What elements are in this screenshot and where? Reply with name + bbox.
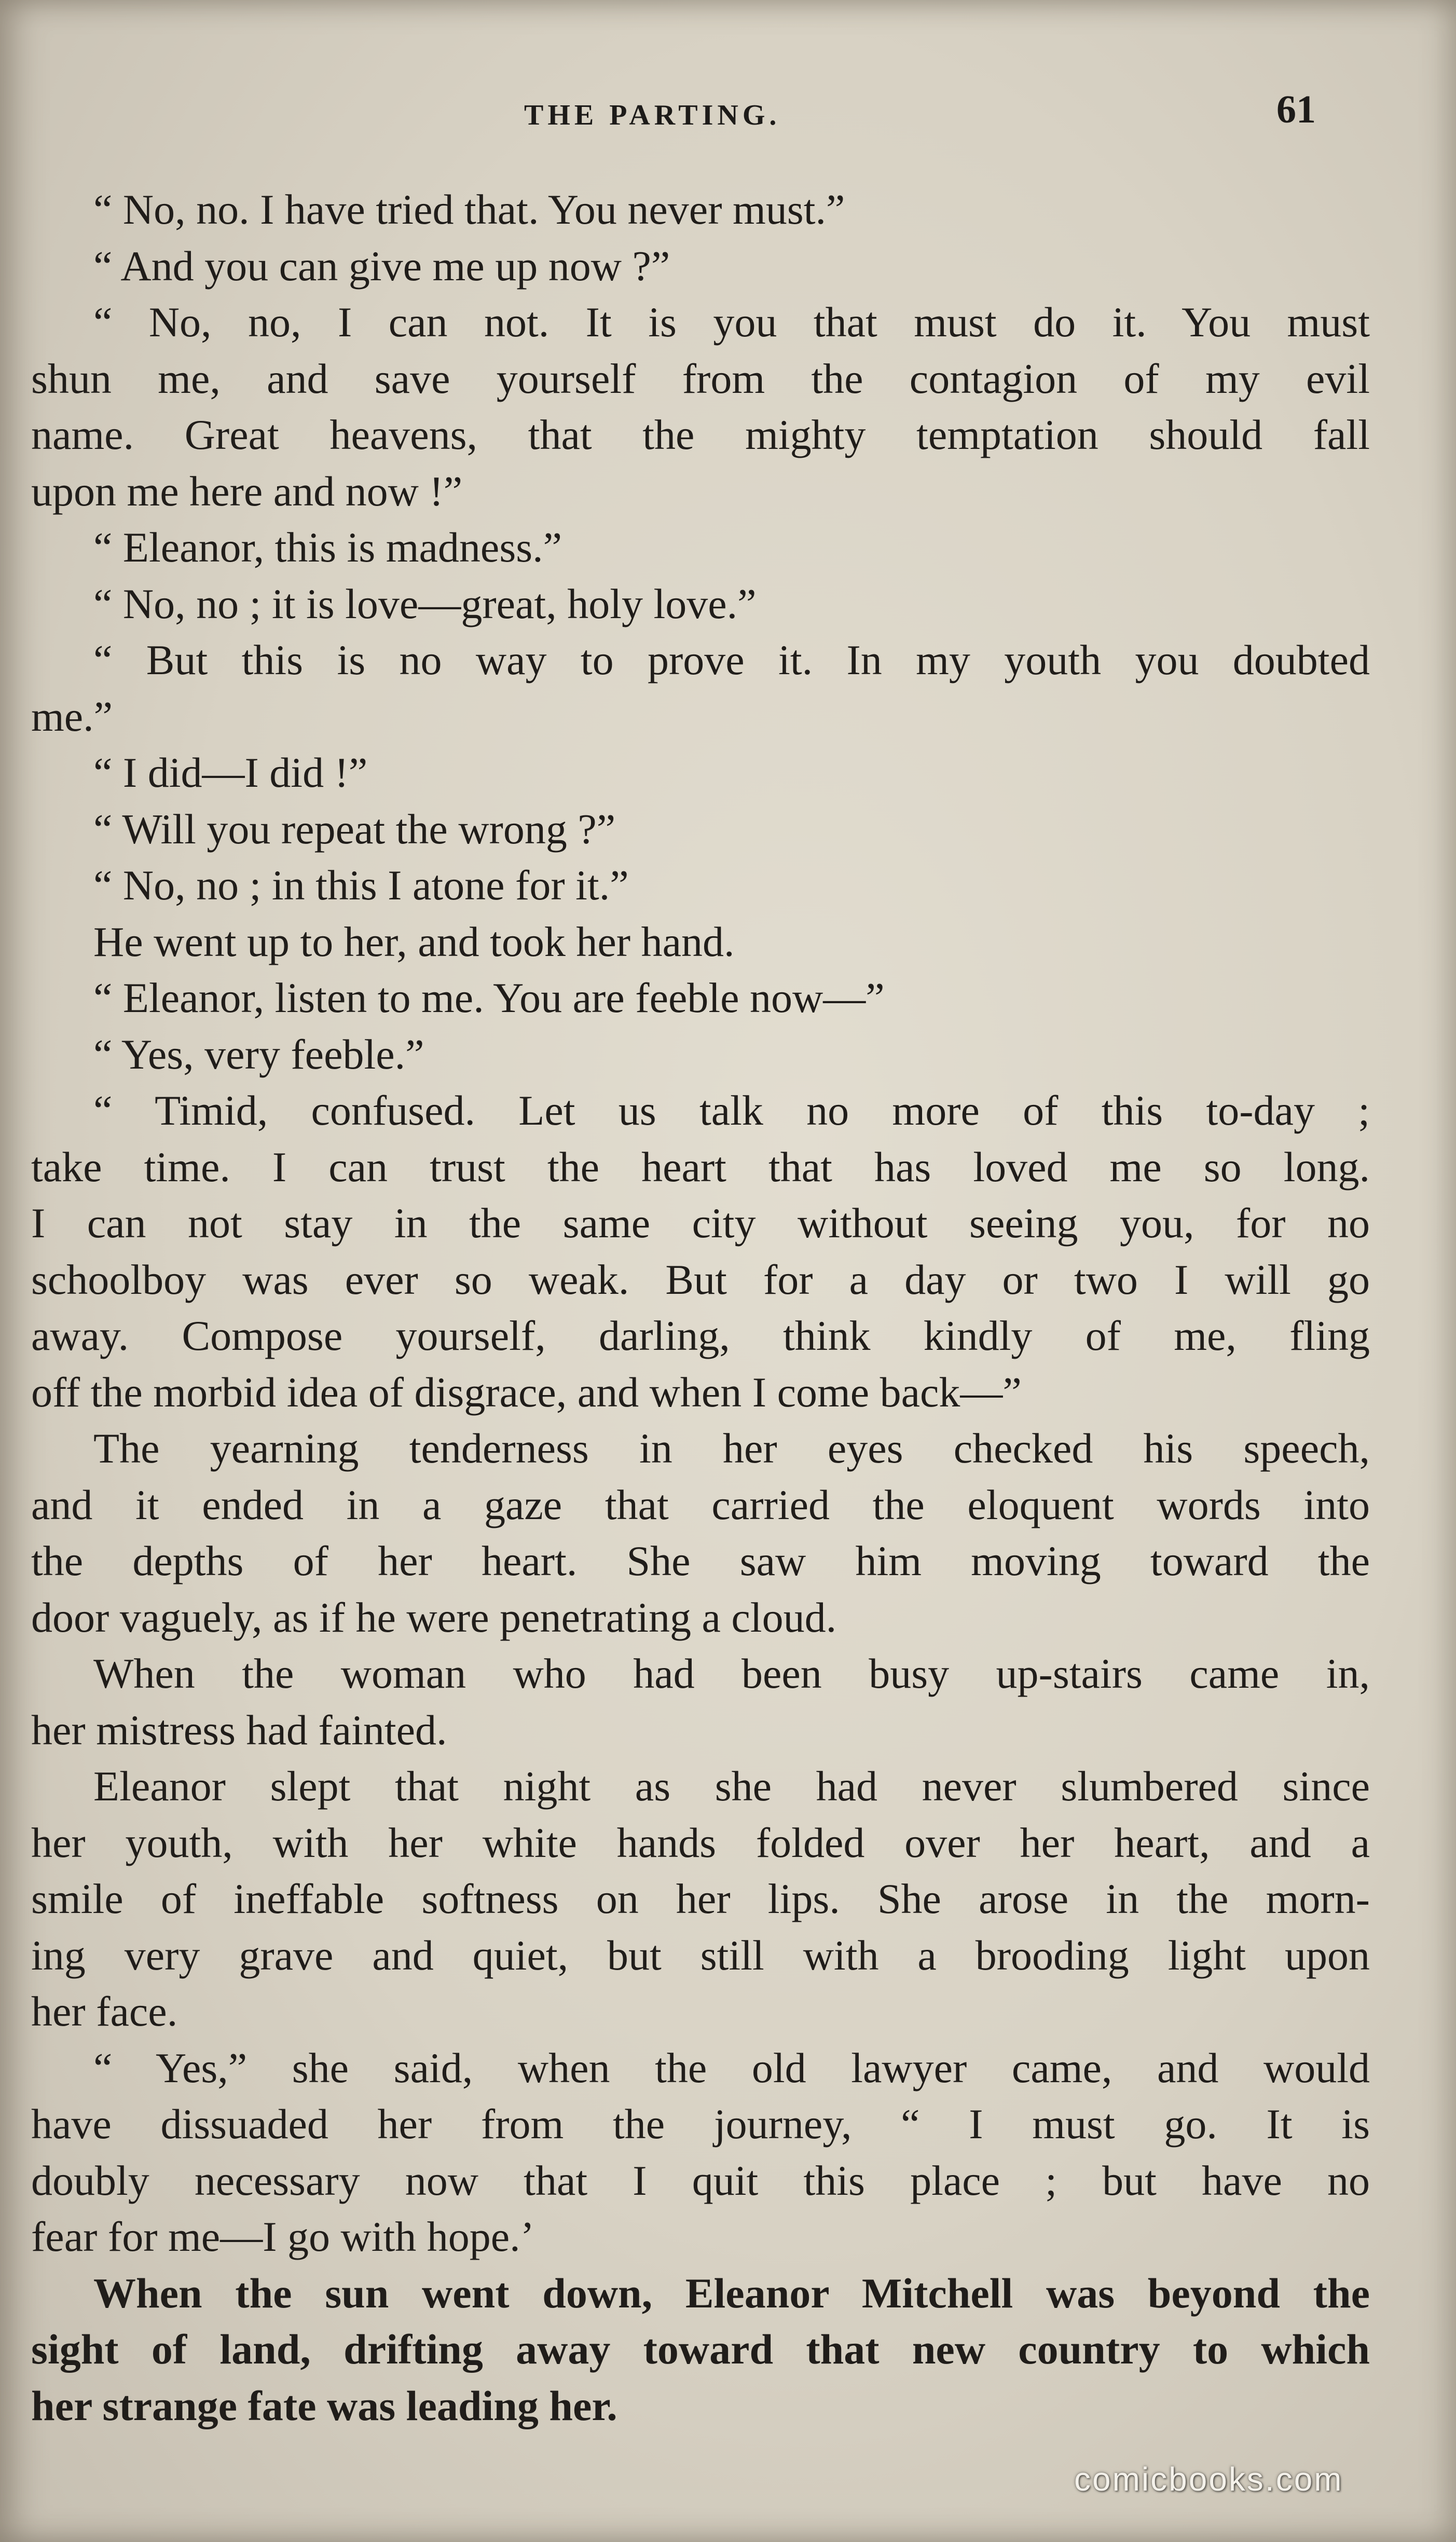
text-line: smile of ineffable softness on her lips. She arose in the morn- bbox=[31, 1875, 1370, 1922]
text-line: “ No, no. I have tried that. You never must.” bbox=[93, 186, 845, 233]
text-line: upon me here and now !” bbox=[31, 467, 463, 515]
text-line: fear for me—I go with hope.’ bbox=[31, 2213, 534, 2260]
text-line: and it ended in a gaze that carried the eloquent words into bbox=[31, 1481, 1370, 1528]
text-line: “ Yes, very feeble.” bbox=[93, 1030, 424, 1078]
text-line: “ No, no ; it is love—great, holy love.” bbox=[93, 580, 757, 627]
text-line: off the morbid idea of disgrace, and when I come back—” bbox=[31, 1368, 1022, 1416]
text-line: doubly necessary now that I quit this place ; but have no bbox=[31, 2156, 1370, 2204]
text-line: When the sun went down, Eleanor Mitchell was beyond the bbox=[93, 2269, 1370, 2317]
text-line: sight of land, drifting away toward that new country to which bbox=[31, 2326, 1370, 2373]
page-header bbox=[0, 83, 1456, 140]
text-line: “ Will you repeat the wrong ?” bbox=[93, 805, 616, 853]
text-line: me.” bbox=[31, 692, 113, 740]
text-line: Eleanor slept that night as she had never slumbered since bbox=[93, 1762, 1370, 1810]
text-line: “ And you can give me up now ?” bbox=[93, 242, 670, 290]
text-line: her strange fate was leading her. bbox=[31, 2382, 617, 2429]
text-line: “ But this is no way to prove it. In my youth you doubted bbox=[93, 636, 1370, 684]
text-line: have dissuaded her from the journey, “ I must go. It is bbox=[31, 2100, 1370, 2148]
text-line: shun me, and save yourself from the contagion of my evil bbox=[31, 354, 1370, 402]
text-line: “ No, no, I can not. It is you that must do it. You must bbox=[93, 298, 1370, 346]
text-line: her mistress had fainted. bbox=[31, 1706, 447, 1754]
text-line: “ No, no ; in this I atone for it.” bbox=[93, 862, 629, 909]
text-line: her face. bbox=[31, 1988, 178, 2035]
body-text bbox=[31, 182, 1370, 2434]
text-line: “ Yes,” she said, when the old lawyer came, and would bbox=[93, 2044, 1370, 2092]
text-line: ing very grave and quiet, but still with a brooding light upon bbox=[31, 1931, 1370, 1979]
text-line: schoolboy was ever so weak. But for a day or two I will go bbox=[31, 1255, 1370, 1303]
page-number: 61 bbox=[1276, 88, 1316, 131]
text-line: her youth, with her white hands folded over her heart, and a bbox=[31, 1819, 1370, 1866]
text-line: “ Eleanor, this is madness.” bbox=[93, 524, 562, 571]
text-line: I can not stay in the same city without seeing you, for no bbox=[31, 1199, 1370, 1247]
text-line: “ Eleanor, listen to me. You are feeble now—” bbox=[93, 974, 885, 1021]
text-line: “ Timid, confused. Let us talk no more of this to-day ; bbox=[93, 1087, 1370, 1134]
text-line: When the woman who had been busy up-stairs came in, bbox=[93, 1650, 1370, 1697]
text-line: He went up to her, and took her hand. bbox=[93, 918, 735, 965]
text-line: door vaguely, as if he were penetrating a cloud. bbox=[31, 1593, 837, 1641]
text-line: the depths of her heart. She saw him moving toward the bbox=[31, 1537, 1370, 1584]
text-line: name. Great heavens, that the mighty temptation should fall bbox=[31, 411, 1370, 458]
text-line: The yearning tenderness in her eyes checked his speech, bbox=[93, 1425, 1370, 1472]
running-title: THE PARTING. bbox=[524, 99, 781, 131]
text-line: “ I did—I did !” bbox=[93, 749, 368, 796]
text-line: away. Compose yourself, darling, think kindly of me, fling bbox=[31, 1312, 1370, 1359]
text-line: take time. I can trust the heart that has loved me so long. bbox=[31, 1143, 1370, 1191]
watermark: comicbooks.com bbox=[1074, 2461, 1343, 2498]
